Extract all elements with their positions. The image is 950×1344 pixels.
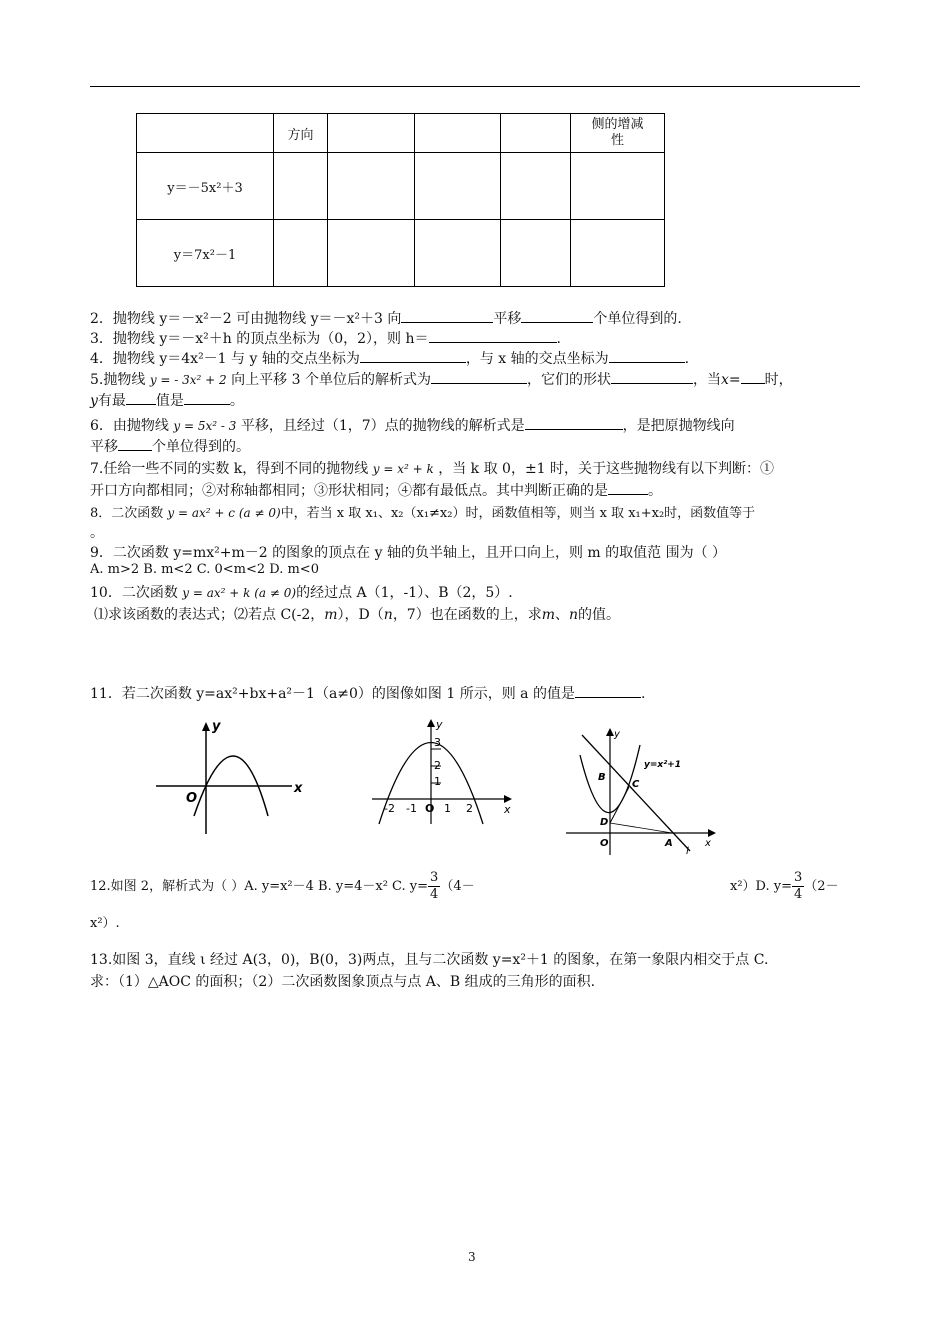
fig3-origin-label: O	[600, 838, 609, 849]
fig3-point-c: C	[632, 779, 640, 790]
fig3-point-b: B	[598, 772, 606, 783]
figure-2	[366, 716, 526, 826]
table-row-label: y＝－5x²＋3	[137, 153, 274, 220]
fraction-d: $\frac{3}{4}$	[794, 870, 803, 902]
property-table	[136, 113, 665, 287]
question-11: 11．若二次函数 y=ax²+bx+a²－1（a≠0）的图像如图 1 所示，则 a 的值是 .	[90, 686, 646, 702]
question-6: 6．由抛物线 y = 5x² - 3 平移，且经过（1，7）点的抛物线的解析式是 ，是把原抛物线向	[90, 418, 735, 434]
table-row-label: y＝7x²－1	[137, 220, 274, 287]
fig2-tick-x1: 1	[444, 802, 451, 815]
fig2-y-label: y	[436, 718, 443, 731]
fig3-line-label: l	[686, 846, 689, 857]
table-header-cell: 侧的增减性	[571, 114, 665, 153]
fig3-point-d: D	[600, 817, 609, 828]
table-header-cell	[415, 114, 501, 153]
question-9: 9．二次函数 y=mx²+m－2 的图象的顶点在 y 轴的负半轴上，且开口向上，则 m 的取值范 围为（ ）	[90, 545, 727, 561]
table-header-cell	[137, 114, 274, 153]
fig2-tick-1: 1	[434, 775, 441, 788]
table-header-cell: 方向	[274, 114, 328, 153]
fig3-segment-dc	[610, 787, 629, 823]
fig2-y-arrow	[427, 719, 435, 727]
fig2-origin-label: O	[425, 802, 435, 815]
fig3-x-arrow	[708, 829, 716, 837]
fig3-y-arrow	[606, 728, 614, 736]
header-rule	[90, 86, 860, 87]
fig2-tick-x2: 2	[466, 802, 473, 815]
fig2-x-label: x	[504, 803, 511, 816]
question-12-right: x²）D. y= $\frac{3}{4}$ （2－	[730, 870, 839, 902]
question-6-cont: 平移 个单位得到的。	[90, 439, 250, 455]
fig1-origin-label: O	[186, 791, 198, 806]
fraction-c: $\frac{3}{4}$	[430, 870, 439, 902]
page-number: 3	[468, 1250, 476, 1264]
question-12: 12.如图 2，解析式为（ ）A. y=x²－4 B. y=4－x² C. y= $\frac{3}{4}$ （4－	[90, 870, 475, 902]
fig3-curve-label: y=x²+1	[644, 760, 681, 770]
table-header-cell	[501, 114, 571, 153]
fig3-y-label: y	[614, 729, 620, 740]
fig1-y-label: y	[212, 719, 221, 734]
fig2-tick-minus1: -1	[406, 802, 417, 815]
question-8-cont: 。	[90, 525, 104, 541]
fig3-point-a: A	[665, 838, 673, 849]
question-13: 13.如图 3，直线 ι 经过 A(3，0)，B(0，3)两点，且与二次函数 y=x²＋1 的图象，在第一象限内相交于点 C.	[90, 952, 769, 968]
figure-3	[562, 725, 727, 860]
question-7-cont: 开口方向都相同；②对称轴都相同；③形状相同；④都有最低点。其中判断正确的是 。	[90, 483, 662, 499]
question-3: 3．抛物线 y＝－x²＋h 的顶点坐标为（0，2），则 h＝ .	[90, 331, 561, 347]
question-8: 8．二次函数 y = ax² + c (a ≠ 0)中，若当 x 取 x₁、x₂（x₁≠x₂）时，函数值相等，则当 x 取 x₁+x₂时，函数值等于	[90, 506, 756, 521]
question-2: 2．抛物线 y＝－x²－2 可由抛物线 y＝－x²＋3 向 平移 个单位得到的.	[90, 311, 682, 327]
figure-1	[150, 716, 310, 836]
fig2-tick-3: 3	[434, 736, 441, 749]
question-13-cont: 求：（1）△AOC 的面积；（2）二次函数图象顶点与点 A、B 组成的三角形的面积.	[90, 974, 596, 990]
fig2-tick-2: 2	[434, 759, 441, 772]
question-5-cont: y有最 值是 。	[90, 393, 244, 409]
table-header-cell	[328, 114, 415, 153]
question-4: 4．抛物线 y＝4x²－1 与 y 轴的交点坐标为 ，与 x 轴的交点坐标为 .	[90, 351, 690, 367]
question-5: 5.抛物线 y = - 3x² + 2 向上平移 3 个单位后的解析式为 ，它们的形状 ，当x= 时，	[90, 372, 793, 388]
question-9-options: A. m>2 B. m<2 C. 0<m<2 D. m<0	[90, 562, 319, 577]
question-12-cont: x²）.	[90, 916, 120, 931]
question-7: 7.任给一些不同的实数 k，得到不同的抛物线 y = x² + k ，当 k 取 0，±1 时，关于这些抛物线有以下判断：①	[90, 461, 775, 477]
fig2-tick-minus2: -2	[384, 802, 395, 815]
fig1-x-label: x	[294, 781, 303, 796]
question-10-cont: ⑴求该函数的表达式；⑵若点 C(-2，m），D（n，7）也在函数的上，求m、n的值。	[94, 607, 621, 623]
fig2-x-arrow	[504, 795, 512, 803]
question-10: 10．二次函数 y = ax² + k (a ≠ 0)的经过点 A（1，-1）、B（2，5）.	[90, 585, 513, 601]
fig3-x-label: x	[705, 838, 711, 849]
fig1-y-arrow	[202, 722, 210, 731]
